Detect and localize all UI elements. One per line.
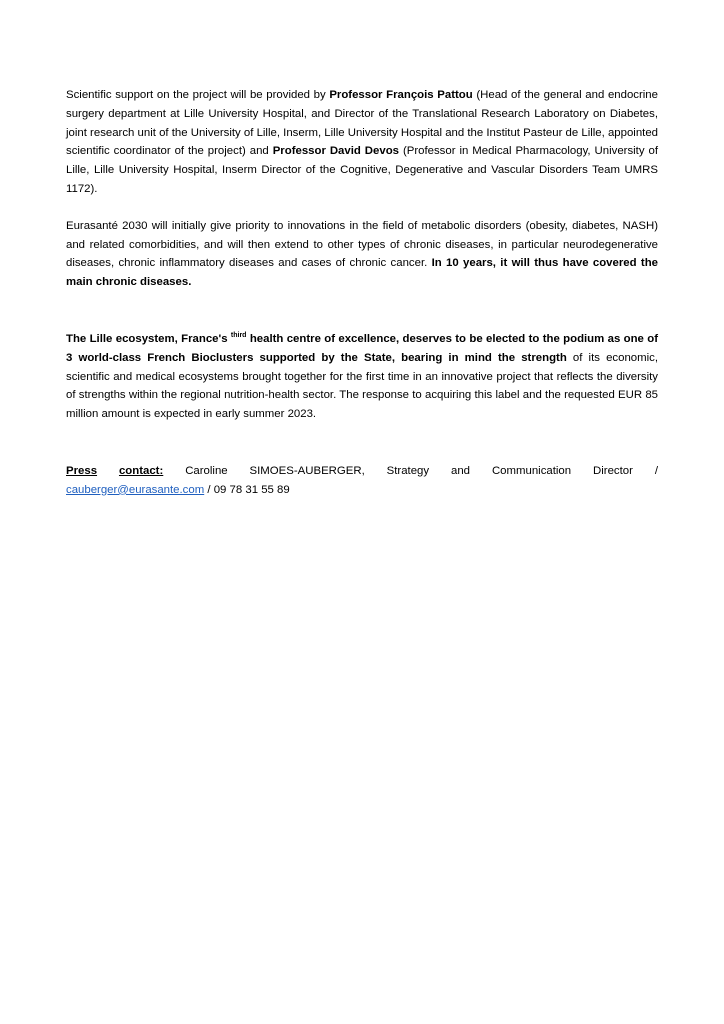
superscript-third: third (230, 331, 247, 339)
person-name-pattou: Professor François Pattou (329, 89, 473, 101)
contact-role-word: Communication (491, 464, 572, 477)
paragraph-emphasis: health centre of excellence, deserves to be elected to the podium as one of 3 world-class French Bioclusters supported by the State, bearing in mind the strength (66, 332, 658, 364)
person-name-devos: Professor David Devos (272, 145, 399, 158)
press-contact-line-2 (66, 481, 658, 500)
paragraph-text: Eurasanté 2030 will initially give priority to innovations in the field of metabolic disorders (obesity, diabetes, NASH) and related comorbidities, and will then extend to other types of chronic diseases, in particular neurodegenerative diseases, chronic inflammatory diseases and cases of chronic cancer. (66, 219, 658, 270)
contact-label-word: contact: (118, 464, 164, 477)
contact-phone: 09 78 31 55 89 (213, 483, 290, 496)
contact-surname: SIMOES-AUBERGER, (249, 464, 365, 477)
paragraph-text: (Head of the general and endocrine surgery department at Lille University Hospital, and Director of the Translational Research Laboratory on Diabetes, joint research unit of the University of Lille, Inserm, Lille University Hospital and the Institut Pasteur de Lille, appointed scientific coordinator of the project) and (66, 89, 658, 158)
contact-email-link[interactable]: cauberger@eurasante.com (66, 483, 205, 496)
contact-first-name: Caroline (185, 464, 228, 477)
press-contact (66, 462, 658, 500)
document-page (66, 86, 658, 500)
paragraph-lille-ecosystem (66, 330, 658, 424)
paragraph-text: of its economic, scientific and medical ecosystems brought together for the first time in an innovative project that reflects the diversity of strengths within the regional nutrition-health sector. The response to acquiring this label and the requested EUR 85 million amount is expected in early summer 2023. (66, 351, 658, 421)
paragraph-text: (Professor in Medical Pharmacology, University of Lille, Lille University Hospital, Inserm Director of the Cognitive, Degenerative and Vascular Disorders Team UMRS 1172). (66, 145, 658, 195)
contact-role-word: and (451, 464, 471, 477)
contact-separator: / (654, 464, 658, 477)
paragraph-scientific-support (66, 86, 658, 199)
press-label-word: Press (66, 464, 98, 477)
paragraph-priorities (66, 217, 658, 292)
contact-separator: / (204, 483, 214, 496)
paragraph-text: Scientific support on the project will be provided by (66, 89, 330, 101)
press-contact-line-1 (66, 462, 658, 481)
contact-role-word: Director (593, 464, 633, 477)
contact-role-word: Strategy (386, 464, 430, 477)
paragraph-emphasis: The Lille ecosystem, France's (66, 332, 231, 345)
paragraph-emphasis: In 10 years, it will thus have covered the main chronic diseases. (66, 257, 658, 289)
